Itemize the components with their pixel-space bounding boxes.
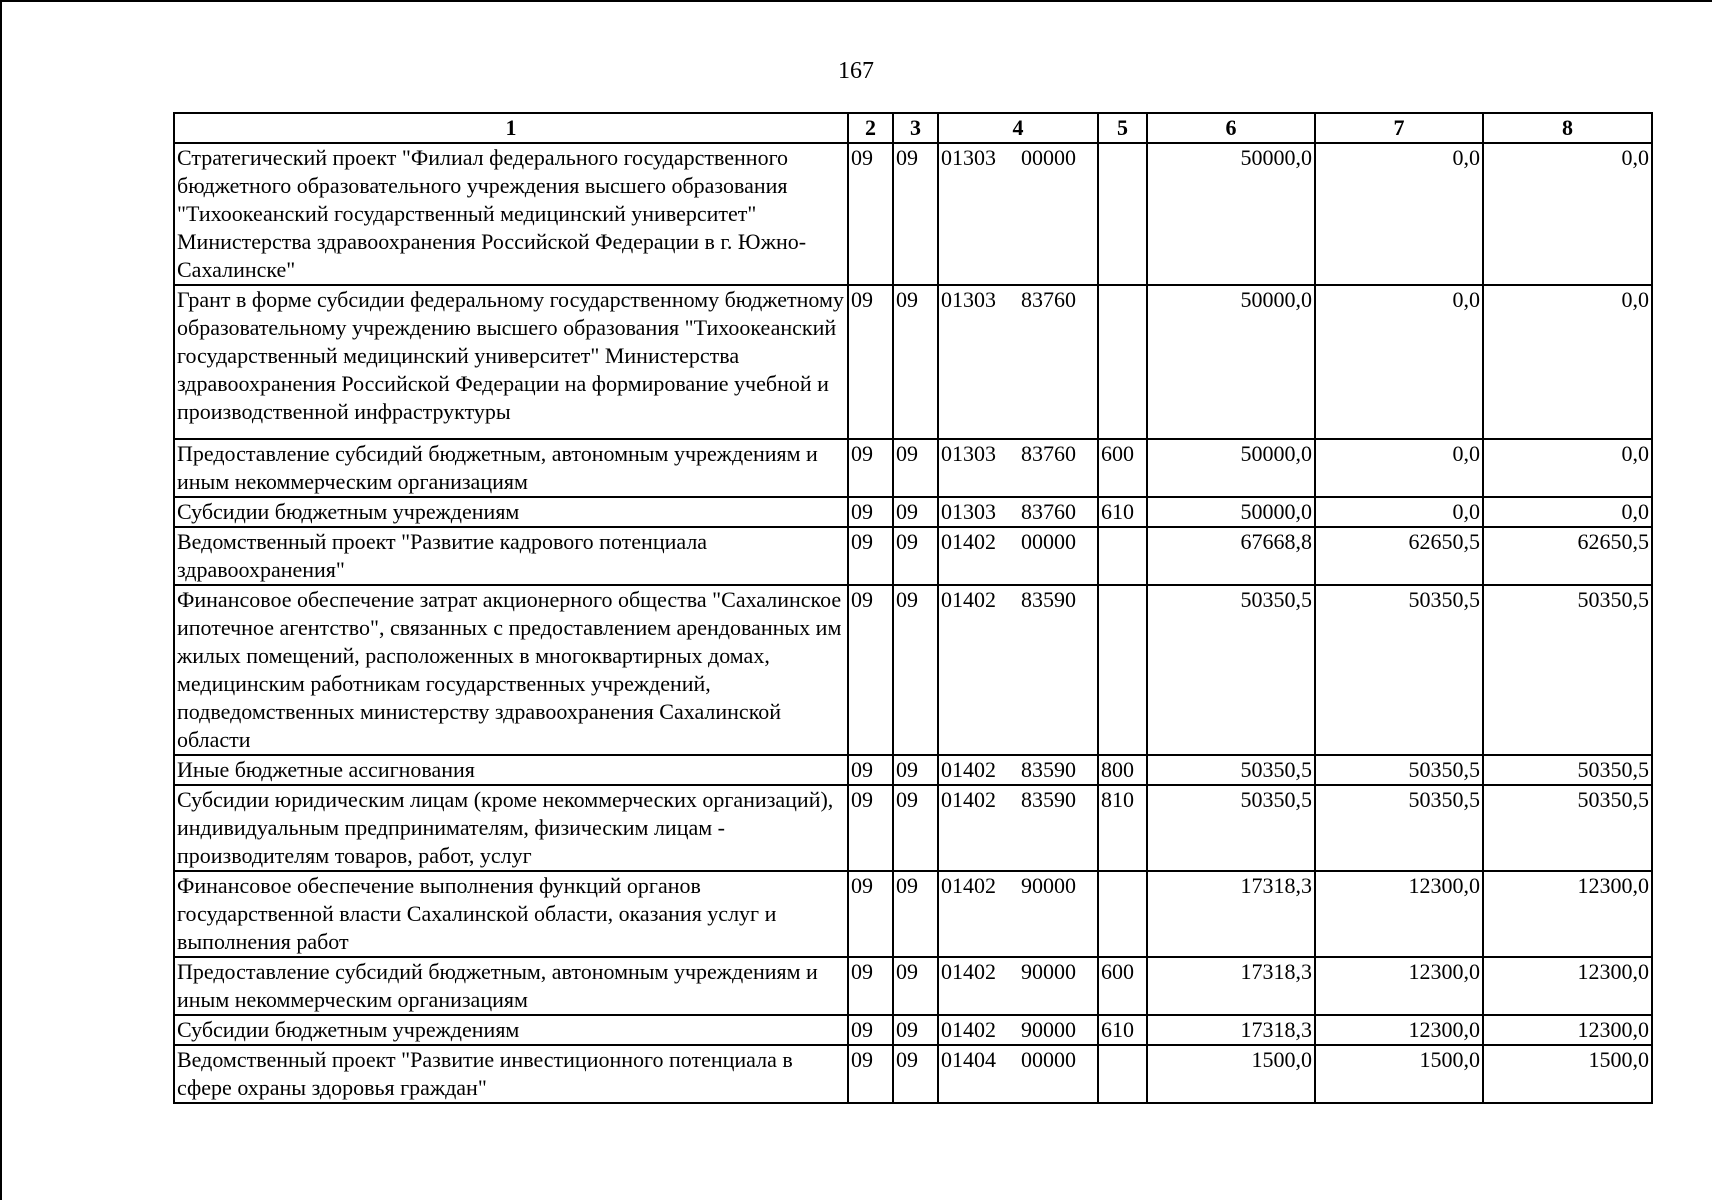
column-header: 1 xyxy=(174,113,848,143)
program-code: 01402 xyxy=(941,587,996,612)
amount-col6: 17318,3 xyxy=(1147,1015,1315,1045)
expense-direction-code: 83590 xyxy=(1021,587,1076,612)
column-header: 3 xyxy=(893,113,938,143)
target-article-code xyxy=(938,1045,1098,1103)
amount-col6: 17318,3 xyxy=(1147,957,1315,1015)
row-name: Субсидии бюджетным учреждениям xyxy=(174,1015,848,1045)
amount-col7: 0,0 xyxy=(1315,285,1483,439)
amount-col7: 62650,5 xyxy=(1315,527,1483,585)
program-code: 01402 xyxy=(941,1017,996,1042)
amount-col7: 0,0 xyxy=(1315,439,1483,497)
amount-col7: 1500,0 xyxy=(1315,1045,1483,1103)
program-code: 01402 xyxy=(941,787,996,812)
amount-col6: 50350,5 xyxy=(1147,585,1315,755)
program-code: 01404 xyxy=(941,1047,996,1072)
expense-type-code: 800 xyxy=(1098,755,1147,785)
expense-direction-code: 00000 xyxy=(1021,1047,1076,1072)
expense-type-code xyxy=(1098,527,1147,585)
amount-col8: 12300,0 xyxy=(1483,1015,1652,1045)
expense-type-code xyxy=(1098,585,1147,755)
row-name: Финансовое обеспечение затрат акционерного общества "Сахалинское ипотечное агентство", связанных с предоставлением арендованных им жилых помещений, расположенных в многоквартирных домах, медицинским работникам государственных учреждений, подведомственных министерству здравоохранения Сахалинской области xyxy=(174,585,848,755)
amount-col7: 0,0 xyxy=(1315,497,1483,527)
expense-type-code xyxy=(1098,1045,1147,1103)
amount-col6: 50000,0 xyxy=(1147,439,1315,497)
row-name: Субсидии бюджетным учреждениям xyxy=(174,497,848,527)
section-code: 09 xyxy=(848,957,893,1015)
amount-col6: 67668,8 xyxy=(1147,527,1315,585)
amount-col6: 50000,0 xyxy=(1147,143,1315,285)
amount-col8: 50350,5 xyxy=(1483,585,1652,755)
budget-table xyxy=(173,112,1653,1104)
subsection-code: 09 xyxy=(893,497,938,527)
expense-type-code xyxy=(1098,143,1147,285)
program-code: 01402 xyxy=(941,873,996,898)
subsection-code: 09 xyxy=(893,439,938,497)
section-code: 09 xyxy=(848,1045,893,1103)
program-code: 01303 xyxy=(941,499,996,524)
amount-col8: 50350,5 xyxy=(1483,785,1652,871)
table-body xyxy=(174,143,1652,1103)
row-name: Иные бюджетные ассигнования xyxy=(174,755,848,785)
row-name: Предоставление субсидий бюджетным, автономным учреждениям и иным некоммерческим организациям xyxy=(174,957,848,1015)
amount-col6: 17318,3 xyxy=(1147,871,1315,957)
section-code: 09 xyxy=(848,585,893,755)
expense-type-code xyxy=(1098,285,1147,439)
amount-col7: 50350,5 xyxy=(1315,585,1483,755)
amount-col7: 12300,0 xyxy=(1315,957,1483,1015)
section-code: 09 xyxy=(848,1015,893,1045)
subsection-code: 09 xyxy=(893,285,938,439)
program-code: 01402 xyxy=(941,529,996,554)
table-row xyxy=(174,957,1652,1015)
amount-col6: 50000,0 xyxy=(1147,497,1315,527)
subsection-code: 09 xyxy=(893,871,938,957)
column-header: 6 xyxy=(1147,113,1315,143)
page-border-left xyxy=(0,0,2,1200)
section-code: 09 xyxy=(848,497,893,527)
section-code: 09 xyxy=(848,871,893,957)
table-row xyxy=(174,527,1652,585)
amount-col7: 12300,0 xyxy=(1315,1015,1483,1045)
target-article-code xyxy=(938,285,1098,439)
row-name: Финансовое обеспечение выполнения функций органов государственной власти Сахалинской области, оказания услуг и выполнения работ xyxy=(174,871,848,957)
row-name: Грант в форме субсидии федеральному государственному бюджетному образовательному учреждению высшего образования "Тихоокеанский государственный медицинский университет" Министерства здравоохранения Российской Федерации на формирование учебной и производственной инфраструктуры xyxy=(174,285,848,439)
column-header: 4 xyxy=(938,113,1098,143)
row-name: Стратегический проект "Филиал федерального государственного бюджетного образовательного учреждения высшего образования "Тихоокеанский государственный медицинский университет" Министерства здравоохранения Российской Федерации в г. Южно-Сахалинске" xyxy=(174,143,848,285)
target-article-code xyxy=(938,1015,1098,1045)
section-code: 09 xyxy=(848,143,893,285)
target-article-code xyxy=(938,497,1098,527)
column-header: 7 xyxy=(1315,113,1483,143)
amount-col8: 0,0 xyxy=(1483,439,1652,497)
table-row xyxy=(174,755,1652,785)
expense-type-code: 600 xyxy=(1098,957,1147,1015)
program-code: 01303 xyxy=(941,287,996,312)
target-article-code xyxy=(938,785,1098,871)
subsection-code: 09 xyxy=(893,755,938,785)
expense-type-code xyxy=(1098,871,1147,957)
expense-type-code: 610 xyxy=(1098,497,1147,527)
expense-direction-code: 00000 xyxy=(1021,145,1076,170)
amount-col8: 62650,5 xyxy=(1483,527,1652,585)
header-row xyxy=(174,113,1652,143)
table-row xyxy=(174,871,1652,957)
table-row xyxy=(174,439,1652,497)
expense-direction-code: 83590 xyxy=(1021,787,1076,812)
subsection-code: 09 xyxy=(893,785,938,871)
amount-col6: 50000,0 xyxy=(1147,285,1315,439)
amount-col8: 12300,0 xyxy=(1483,957,1652,1015)
target-article-code xyxy=(938,585,1098,755)
target-article-code xyxy=(938,755,1098,785)
expense-direction-code: 90000 xyxy=(1021,1017,1076,1042)
table-row xyxy=(174,585,1652,755)
expense-type-code: 600 xyxy=(1098,439,1147,497)
row-name: Предоставление субсидий бюджетным, автономным учреждениям и иным некоммерческим организациям xyxy=(174,439,848,497)
amount-col8: 0,0 xyxy=(1483,285,1652,439)
expense-type-code: 810 xyxy=(1098,785,1147,871)
table-row xyxy=(174,497,1652,527)
expense-direction-code: 83760 xyxy=(1021,287,1076,312)
table-row xyxy=(174,143,1652,285)
section-code: 09 xyxy=(848,285,893,439)
subsection-code: 09 xyxy=(893,1015,938,1045)
column-header: 8 xyxy=(1483,113,1652,143)
amount-col6: 1500,0 xyxy=(1147,1045,1315,1103)
target-article-code xyxy=(938,439,1098,497)
expense-direction-code: 83590 xyxy=(1021,757,1076,782)
expense-direction-code: 83760 xyxy=(1021,499,1076,524)
amount-col7: 0,0 xyxy=(1315,143,1483,285)
amount-col8: 50350,5 xyxy=(1483,755,1652,785)
table-row xyxy=(174,1045,1652,1103)
amount-col6: 50350,5 xyxy=(1147,755,1315,785)
section-code: 09 xyxy=(848,785,893,871)
row-name: Субсидии юридическим лицам (кроме некоммерческих организаций), индивидуальным предпринимателям, физическим лицам - производителям товаров, работ, услуг xyxy=(174,785,848,871)
subsection-code: 09 xyxy=(893,143,938,285)
table-row xyxy=(174,285,1652,439)
section-code: 09 xyxy=(848,527,893,585)
page-border-top xyxy=(0,0,1712,2)
section-code: 09 xyxy=(848,755,893,785)
expense-direction-code: 00000 xyxy=(1021,529,1076,554)
amount-col8: 1500,0 xyxy=(1483,1045,1652,1103)
row-name: Ведомственный проект "Развитие инвестиционного потенциала в сфере охраны здоровья граждан" xyxy=(174,1045,848,1103)
table-row xyxy=(174,785,1652,871)
amount-col8: 0,0 xyxy=(1483,497,1652,527)
amount-col8: 0,0 xyxy=(1483,143,1652,285)
expense-direction-code: 90000 xyxy=(1021,959,1076,984)
amount-col7: 50350,5 xyxy=(1315,785,1483,871)
target-article-code xyxy=(938,143,1098,285)
amount-col6: 50350,5 xyxy=(1147,785,1315,871)
target-article-code xyxy=(938,527,1098,585)
subsection-code: 09 xyxy=(893,957,938,1015)
row-name: Ведомственный проект "Развитие кадрового потенциала здравоохранения" xyxy=(174,527,848,585)
expense-direction-code: 83760 xyxy=(1021,441,1076,466)
expense-direction-code: 90000 xyxy=(1021,873,1076,898)
expense-type-code: 610 xyxy=(1098,1015,1147,1045)
target-article-code xyxy=(938,957,1098,1015)
subsection-code: 09 xyxy=(893,585,938,755)
amount-col8: 12300,0 xyxy=(1483,871,1652,957)
program-code: 01402 xyxy=(941,757,996,782)
column-header: 2 xyxy=(848,113,893,143)
subsection-code: 09 xyxy=(893,1045,938,1103)
target-article-code xyxy=(938,871,1098,957)
program-code: 01402 xyxy=(941,959,996,984)
section-code: 09 xyxy=(848,439,893,497)
program-code: 01303 xyxy=(941,441,996,466)
page-number: 167 xyxy=(838,58,874,84)
table-row xyxy=(174,1015,1652,1045)
amount-col7: 50350,5 xyxy=(1315,755,1483,785)
program-code: 01303 xyxy=(941,145,996,170)
amount-col7: 12300,0 xyxy=(1315,871,1483,957)
subsection-code: 09 xyxy=(893,527,938,585)
column-header: 5 xyxy=(1098,113,1147,143)
